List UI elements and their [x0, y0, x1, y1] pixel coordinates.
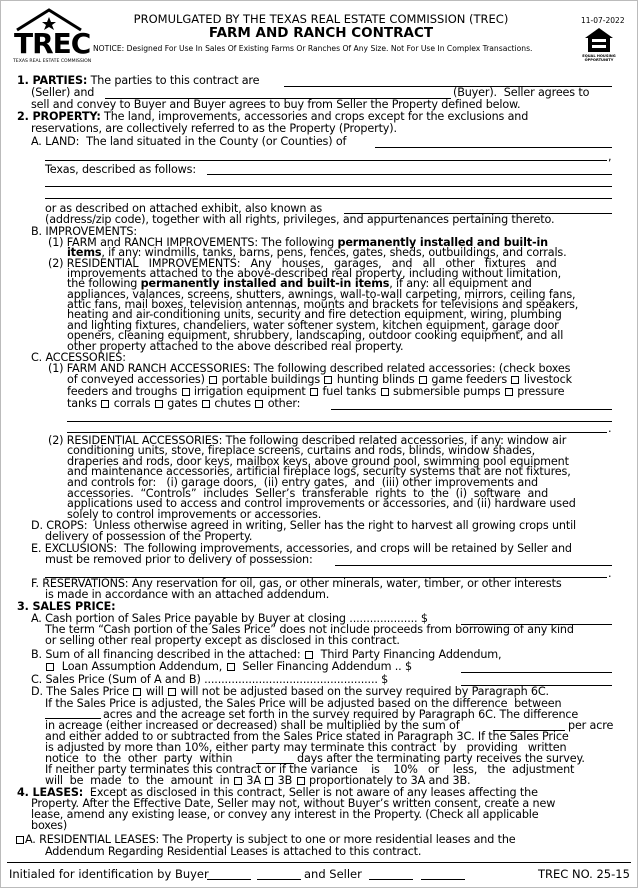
improvements-2-line-8: openers, cleaning equipment, shrubbery, landscaping, outdoor cooking equipment, and all — [67, 329, 564, 342]
accessories-2-line-5: and controls for: (i) garage doors, (ii) entry gates, and (iii) other improvements and — [67, 476, 538, 489]
checkbox-proportionately[interactable] — [297, 777, 305, 785]
accessories-2-line-7: applications used to access and control improvements or accessories, and (ii) hardware used — [67, 497, 576, 510]
checkbox-third-party-financing[interactable] — [305, 651, 313, 659]
accessories-2-line-4: and maintenance accessories, artificial fireplace logs, security systems that are not fixtures, — [67, 465, 571, 478]
improvements-1-line-2: items, if any: windmills, tanks, barns, pens, fences, gates, sheds, outbuildings, and corrals. — [67, 246, 567, 259]
improvements-2-line-5: attic fans, mail boxes, television antennas, mounts and brackets for televisions and speakers, — [67, 298, 579, 311]
accessories-1-line-3: feeders and troughs irrigation equipment fuel tanks submersible pumps pressure — [67, 385, 565, 398]
reservations-line-1: F. RESERVATIONS: Any reservation for oil, gas, or other minerals, water, timber, or other interests — [31, 577, 562, 590]
checkbox-loan-assumption[interactable] — [46, 663, 54, 671]
checkbox-seller-financing[interactable] — [227, 663, 235, 671]
checkbox-residential-leases[interactable] — [16, 836, 24, 844]
equal-housing-caption: EQUAL HOUSING OPPORTUNITY — [582, 54, 616, 62]
reservations-line-2: is made in accordance with an attached addendum. — [45, 588, 330, 601]
sales-price-d-line-2: If the Sales Price is adjusted, the Sales Price will be adjusted based on the difference between — [45, 697, 562, 710]
accessories-2-line-2: conditioning units, stove, fireplace screens, curtains and rods, blinds, window shades, — [67, 444, 536, 457]
land-line-1: A. LAND: The land situated in the County (or Counties) of — [31, 135, 347, 148]
footer-and-seller: and Seller — [304, 867, 362, 881]
sales-price-d-line-9: will be made to the amount in 3A 3B proportionately to 3A and 3B. — [45, 774, 471, 787]
form-date: 11-07-2022 — [581, 16, 625, 25]
residential-leases-line-2: Addendum Regarding Residential Leases is attached to this contract. — [45, 845, 422, 858]
legal-description-field-1[interactable] — [207, 174, 612, 175]
promulgated-line: PROMULGATED BY THE TEXAS REAL ESTATE COMMISSION (TREC) — [133, 12, 509, 26]
footer-initialed: Initialed for identification by Buyer — [9, 867, 209, 881]
accessories-1-line-4: tanks corrals gates chutes other: — [67, 397, 301, 410]
leases-line-3: lease, amend any existing lease, or convey any interest in the Property. (Check all applicable — [31, 808, 539, 821]
county-field-2[interactable] — [45, 160, 607, 161]
exclusions-line-2: must be removed prior to delivery of possession: — [45, 553, 313, 566]
accessories-2-line-1: (2) RESIDENTIAL ACCESSORIES: The following described related accessories, if any: window air — [48, 434, 567, 447]
accessories-2-line-8: solely to control improvements or accessories. — [67, 508, 322, 521]
form-number: TREC NO. 25-15 — [538, 867, 630, 881]
sales-price-a: A. Cash portion of Sales Price payable by Buyer at closing .................... $ — [31, 612, 428, 625]
land-line-3: Texas, described as follows: — [45, 163, 196, 176]
sales-price-d-line-3: acres and the acreage set forth in the survey required by Paragraph 6C. The difference — [103, 708, 579, 721]
footer-rule — [7, 862, 631, 863]
exclusions-field-1[interactable] — [335, 565, 612, 566]
accessories-2-line-6: accessories. “Controls” includes Seller’s transferable rights to the (i) software and — [67, 487, 549, 500]
land-line-4: or as described on attached exhibit, also known as — [45, 202, 323, 215]
checkbox-3b[interactable] — [265, 777, 273, 785]
equal-housing-logo — [584, 27, 614, 61]
para-1-line-1: 1. PARTIES: The parties to this contract are — [17, 74, 260, 87]
logo-text: TREC — [14, 27, 91, 60]
para-1-line-2: (Seller) and — [31, 86, 95, 99]
accessories-heading: C. ACCESSORIES: — [31, 351, 126, 364]
checkbox-livestock-feeders[interactable] — [511, 376, 519, 384]
sales-price-heading: 3. SALES PRICE: — [17, 600, 116, 613]
county-field[interactable] — [375, 147, 612, 148]
form-title: FARM AND RANCH CONTRACT — [208, 25, 434, 41]
accessories-2-line-3: draperies and rods, door keys, mailbox keys, above ground pool, swimming pool equipment — [67, 455, 569, 468]
sales-price-d-line-7a: notice to the other party within — [45, 752, 233, 765]
buyer-initial-2[interactable] — [257, 879, 301, 880]
para-1-line-2b: (Buyer). Seller agrees to — [453, 86, 590, 99]
sales-price-a-line-2: The term “Cash portion of the Sales Price” does not include proceeds from borrowing of any kind — [45, 623, 574, 636]
para-1-line-3: sell and convey to Buyer and Buyer agrees to buy from Seller the Property defined below. — [31, 98, 521, 111]
sales-price-d-line-5: and either added to or subtracted from the Sales Price stated in Paragraph 3C. If the Sales Price — [45, 730, 569, 743]
checkbox-pressure-tanks[interactable] — [505, 388, 513, 396]
sales-price-d-line-4: in acreage (either increased or decreased) shall be multiplied by the sum of — [45, 719, 460, 732]
checkbox-will-not-adjust[interactable] — [168, 688, 176, 696]
seller-initial-1[interactable] — [369, 879, 413, 880]
improvements-heading: B. IMPROVEMENTS: — [31, 225, 137, 238]
other-accessories-field-1[interactable] — [331, 409, 612, 410]
residential-leases-line-1: A. RESIDENTIAL LEASES: The Property is subject to one or more residential leases and the — [15, 834, 516, 845]
checkbox-will-adjust[interactable] — [133, 688, 141, 696]
improvements-2-line-2: improvements attached to the above-described real property, including without limitation, — [67, 267, 562, 280]
legal-description-field-3[interactable] — [45, 198, 612, 199]
leases-line-4: boxes) — [31, 819, 68, 832]
para-2-line-1: 2. PROPERTY: The land, improvements, accessories and crops except for the exclusions and — [17, 110, 529, 123]
sales-price-c: C. Sales Price (Sum of A and B) ................................................... $ — [31, 673, 389, 686]
checkbox-3a[interactable] — [234, 777, 242, 785]
leases-line-2: Property. After the Effective Date, Seller may not, without Buyer’s written consent, create a new — [31, 797, 556, 810]
leases-line-1: 4. LEASES: Except as disclosed in this contract, Seller is not aware of any leases affecting the — [17, 786, 538, 799]
checkbox-fuel-tanks[interactable] — [310, 388, 318, 396]
improvements-2-line-9: other property attached to the above described real property. — [67, 340, 404, 353]
checkbox-portable-buildings[interactable] — [209, 376, 217, 384]
checkbox-corrals[interactable] — [101, 400, 109, 408]
checkbox-gates[interactable] — [155, 400, 163, 408]
form-notice: NOTICE: Designed For Use In Sales Of Existing Farms Or Ranches Of Any Size. Not For Use In Complex Transactions. — [93, 44, 533, 53]
checkbox-chutes[interactable] — [202, 400, 210, 408]
improvements-2-line-1: (2) RESIDENTIAL IMPROVEMENTS: Any houses, garages, and all other fixtures and — [48, 257, 557, 270]
improvements-1-line-1: (1) FARM and RANCH IMPROVEMENTS: The following permanently installed and built-in — [48, 236, 548, 249]
logo-caption: TEXAS REAL ESTATE COMMISSION — [13, 59, 92, 64]
improvements-2-line-7: and lighting fixtures, chandeliers, water softener system, kitchen equipment, garage door — [67, 319, 559, 332]
sales-price-b-line-2: Loan Assumption Addendum, Seller Financing Addendum .. $ — [45, 661, 412, 672]
improvements-2-line-3: the following permanently installed and built-in items, if any: all equipment and — [67, 277, 532, 290]
checkbox-irrigation[interactable] — [182, 388, 190, 396]
period-1: . — [608, 422, 612, 435]
sales-price-d: D. The Sales Price will will not be adjusted based on the survey required by Paragraph 6C. — [31, 685, 549, 698]
legal-description-field-2[interactable] — [45, 186, 612, 187]
checkbox-submersible-pumps[interactable] — [381, 388, 389, 396]
sales-price-d-line-8: If neither party terminates this contract or if the variance is 10% or less, the adjustment — [45, 763, 575, 776]
sales-price-b: B. Sum of all financing described in the attached: Third Party Financing Addendum, — [31, 648, 502, 661]
accessories-1-line-2: of conveyed accessories) portable buildings hunting blinds game feeders livestock — [67, 373, 572, 386]
period-2: . — [608, 567, 612, 580]
sales-price-d-line-6: is adjusted by more than 10%, either party may terminate this contract by providing written — [45, 741, 567, 754]
buyer-initial-1[interactable] — [207, 879, 251, 880]
per-acre-label: per acre — [568, 719, 614, 732]
checkbox-game-feeders[interactable] — [419, 376, 427, 384]
accessories-1-line-1: (1) FARM AND RANCH ACCESSORIES: The following described related accessories: (check boxes — [48, 362, 571, 375]
other-accessories-field-3[interactable] — [67, 432, 607, 433]
financing-sum-field[interactable] — [461, 672, 612, 673]
checkbox-other[interactable] — [255, 400, 263, 408]
checkbox-hunting-blinds[interactable] — [324, 376, 332, 384]
crops-line-2: delivery of possession of the Property. — [45, 530, 253, 543]
seller-initial-2[interactable] — [421, 879, 465, 880]
improvements-2-line-6: heating and air-conditioning units, security and fire detection equipment, wiring, plumbing — [67, 308, 562, 321]
equal-housing-icon — [584, 27, 614, 53]
land-line-5: (address/zip code), together with all rights, privileges, and appurtenances pertaining thereto. — [45, 213, 555, 226]
other-accessories-field-2[interactable] — [67, 421, 612, 422]
crops-line-1: D. CROPS: Unless otherwise agreed in writing, Seller has the right to harvest all growing crops until — [31, 519, 576, 532]
comma: , — [608, 150, 612, 163]
sales-price-a-line-3: or selling other real property except as disclosed in this contract. — [45, 634, 400, 647]
trec-logo — [11, 6, 92, 66]
para-2-line-2: reservations, are collectively referred to as the Property (Property). — [31, 122, 397, 135]
sales-price-d-line-7b: days after the terminating party receives the survey. — [297, 752, 585, 765]
exclusions-line-1: E. EXCLUSIONS: The following improvements, accessories, and crops will be retained by Seller and — [31, 542, 572, 555]
improvements-2-line-4: appliances, valances, screens, shutters, awnings, wall-to-wall carpeting, mirrors, ceiling fans, — [67, 288, 576, 301]
